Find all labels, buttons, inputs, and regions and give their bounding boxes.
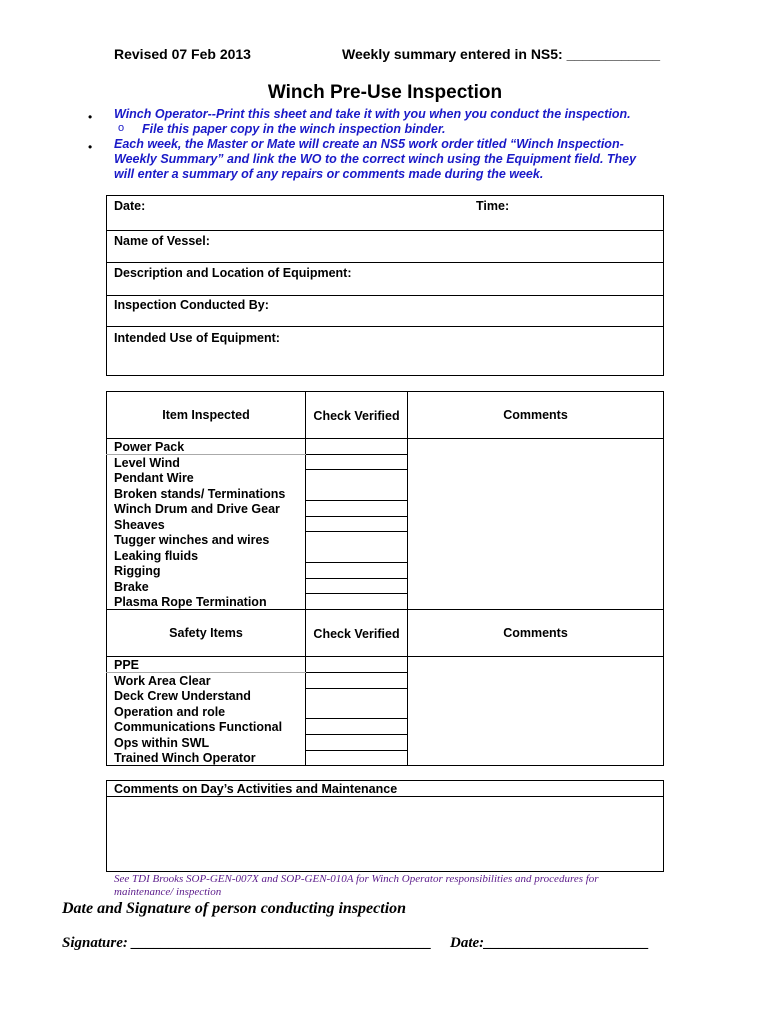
instruction-2-line3: will enter a summary of any repairs or comments made during the week. xyxy=(114,167,544,181)
col-check-verified: Check Verified xyxy=(313,627,400,641)
signature-field[interactable]: Signature: ________________________________________ xyxy=(62,935,432,951)
safety-row: Ops within SWL xyxy=(114,735,210,750)
col-item-inspected: Item Inspected xyxy=(162,408,250,422)
instruction-1: Winch Operator--Print this sheet and take it with you when you conduct the inspection. xyxy=(114,107,631,121)
safety-row: Operation and role xyxy=(114,704,226,719)
weekly-summary-label: Weekly summary entered in NS5: ____________ xyxy=(342,46,661,62)
item-row: Sheaves xyxy=(114,517,165,532)
signature-heading: Date and Signature of person conducting inspection xyxy=(62,900,407,917)
instruction-1a: File this paper copy in the winch inspection binder. xyxy=(142,122,446,136)
time-field[interactable]: Time: xyxy=(476,199,510,213)
vessel-name-field[interactable]: Name of Vessel: xyxy=(114,234,210,248)
item-row: Broken stands/ Terminations xyxy=(114,486,286,501)
footnote-line2: maintenance/ inspection xyxy=(114,886,222,898)
date-field[interactable]: Date: xyxy=(114,199,146,213)
item-row: Leaking fluids xyxy=(114,548,199,563)
page-title: Winch Pre-Use Inspection xyxy=(267,82,503,103)
item-row: Rigging xyxy=(114,564,161,578)
item-row: Tugger winches and wires xyxy=(114,533,270,547)
item-row: Brake xyxy=(114,579,149,594)
bullet-marker: • xyxy=(88,140,93,154)
safety-row: Work Area Clear xyxy=(114,673,211,688)
safety-row: Communications Functional xyxy=(114,720,283,734)
sub-bullet-marker: o xyxy=(118,122,125,134)
safety-row: Deck Crew Understand xyxy=(114,689,251,703)
revised-date: Revised 07 Feb 2013 xyxy=(114,46,251,62)
col-safety-items: Safety Items xyxy=(169,626,243,640)
intended-use-field[interactable]: Intended Use of Equipment: xyxy=(114,331,280,345)
instruction-2-line1: Each week, the Master or Mate will create an NS5 work order titled “Winch Inspection- xyxy=(114,137,624,151)
bullet-marker: • xyxy=(88,110,93,124)
conducted-by-field[interactable]: Inspection Conducted By: xyxy=(114,298,269,312)
item-row: Power Pack xyxy=(114,440,185,454)
item-row: Plasma Rope Termination xyxy=(114,595,267,609)
date-signature-field[interactable]: Date:______________________ xyxy=(450,935,650,951)
equipment-description-field[interactable]: Description and Location of Equipment: xyxy=(114,266,352,280)
col-check-verified: Check Verified xyxy=(313,409,400,423)
item-row: Level Wind xyxy=(114,455,180,470)
safety-row: PPE xyxy=(114,658,140,672)
comments-label: Comments on Day’s Activities and Maintenance xyxy=(114,782,398,796)
footnote-line1: See TDI Brooks SOP-GEN-007X and SOP-GEN-010A for Winch Operator responsibilities and procedures for xyxy=(114,873,599,885)
col-comments: Comments xyxy=(503,626,568,640)
instruction-2-line2: Weekly Summary” and link the WO to the correct winch using the Equipment field. They xyxy=(114,152,637,166)
col-comments: Comments xyxy=(503,408,568,422)
item-row: Pendant Wire xyxy=(114,471,194,485)
item-row: Winch Drum and Drive Gear xyxy=(114,502,280,516)
safety-row: Trained Winch Operator xyxy=(114,751,256,765)
